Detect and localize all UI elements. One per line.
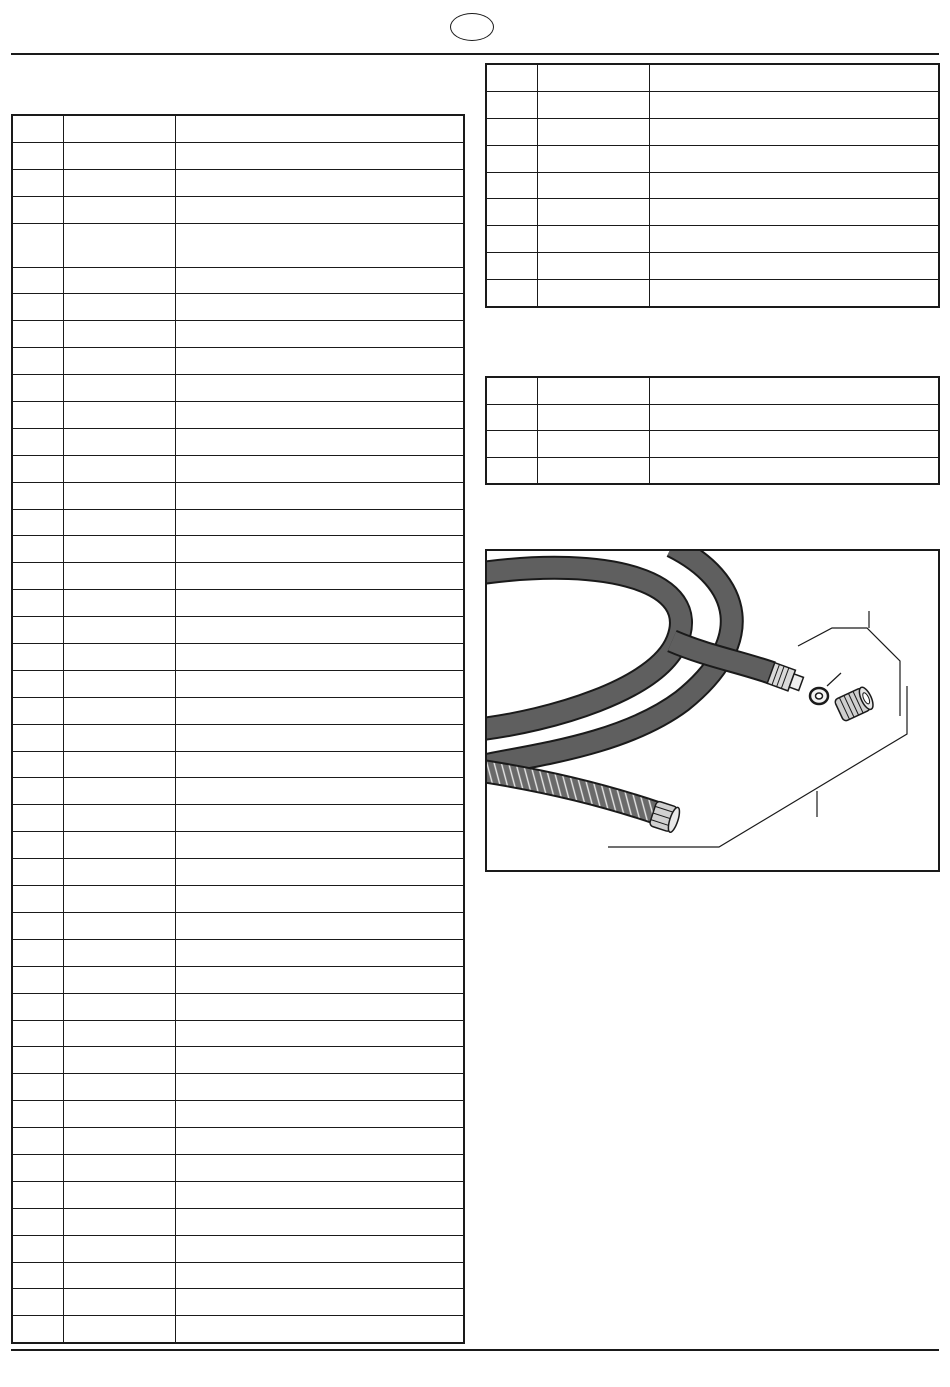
table-row [486,457,939,484]
table-cell-description [176,1181,465,1208]
table-row [486,226,939,253]
table-cell-number [12,563,64,590]
table-cell-description [176,1316,465,1343]
table-cell-part [64,196,176,223]
table-cell-description [176,724,465,751]
table-cell-part [538,377,650,404]
table-row [12,1020,464,1047]
table-cell-part [64,590,176,617]
table-cell-part [64,617,176,644]
table-cell-part [538,64,650,91]
table-cell-part [538,226,650,253]
table-cell-description [176,294,465,321]
table-row [12,805,464,832]
table-cell-part [64,223,176,267]
table-cell-part [64,993,176,1020]
table-cell-number [12,832,64,859]
table-cell-number [486,280,538,307]
table-row [12,670,464,697]
table-cell-description [176,939,465,966]
table-cell-description [176,375,465,402]
table-row [12,939,464,966]
table-row [486,145,939,172]
table-cell-number [486,377,538,404]
table-cell-description [176,697,465,724]
parts-table-upper-right [485,63,940,308]
table-cell-description [176,1020,465,1047]
table-cell-part [64,402,176,429]
table-cell-description [176,509,465,536]
table-cell-description [176,1101,465,1128]
table-row [12,590,464,617]
table-row [486,64,939,91]
table-cell-part [64,1208,176,1235]
table-cell-number [12,402,64,429]
table-cell-part [64,563,176,590]
table-cell-description [176,805,465,832]
table-row [12,1074,464,1101]
table-cell-number [486,172,538,199]
table-cell-description [176,1262,465,1289]
table-cell-number [12,482,64,509]
table-cell-part [64,805,176,832]
table-row [12,993,464,1020]
table-cell-number [12,912,64,939]
table-cell-number [12,321,64,348]
table-cell-description [176,590,465,617]
table-cell-description [176,428,465,455]
table-cell-part [64,1074,176,1101]
table-cell-description [650,404,940,431]
table-cell-description [650,64,940,91]
table-cell-number [12,169,64,196]
table-cell-number [486,226,538,253]
table-cell-number [12,1262,64,1289]
table-row [12,1128,464,1155]
table-row [12,1181,464,1208]
table-cell-number [12,886,64,913]
table-cell-part [64,724,176,751]
table-cell-part [64,375,176,402]
table-cell-part [64,536,176,563]
table-row [12,1047,464,1074]
table-cell-description [176,993,465,1020]
table-cell-description [176,912,465,939]
table-row [12,1262,464,1289]
table-row [486,172,939,199]
table-cell-number [12,223,64,267]
table-row [12,509,464,536]
table-cell-number [12,267,64,294]
table-cell-number [12,196,64,223]
table-row [12,778,464,805]
table-cell-description [650,377,940,404]
table-cell-description [176,1128,465,1155]
table-cell-number [12,142,64,169]
hose-assembly-drawing-icon [487,551,938,870]
table-row [12,402,464,429]
table-cell-part [64,1181,176,1208]
table-cell-number [12,966,64,993]
table-cell-number [12,428,64,455]
table-cell-number [486,91,538,118]
table-row [12,142,464,169]
table-cell-part [64,1262,176,1289]
table-cell-description [176,1208,465,1235]
table-row [486,404,939,431]
table-cell-part [538,431,650,458]
table-cell-part [64,697,176,724]
table-row [12,482,464,509]
table-cell-number [12,697,64,724]
table-row [12,697,464,724]
language-badge-icon [450,13,494,41]
table-cell-number [12,670,64,697]
table-cell-number [12,536,64,563]
table-cell-description [650,431,940,458]
table-cell-description [650,118,940,145]
header-rule [11,53,939,55]
table-row [12,115,464,142]
table-cell-part [64,1020,176,1047]
table-cell-description [176,402,465,429]
table-cell-description [176,966,465,993]
table-cell-number [486,145,538,172]
table-row [12,832,464,859]
table-cell-description [650,280,940,307]
table-cell-number [12,455,64,482]
table-row [12,223,464,267]
table-row [12,966,464,993]
table-cell-part [64,1235,176,1262]
table-row [12,1154,464,1181]
table-cell-part [538,253,650,280]
table-cell-part [64,509,176,536]
table-cell-part [64,294,176,321]
table-cell-description [176,142,465,169]
table-cell-part [64,115,176,142]
table-cell-number [486,404,538,431]
table-cell-description [176,751,465,778]
table-row [12,751,464,778]
table-cell-number [486,253,538,280]
table-cell-description [176,1289,465,1316]
table-cell-part [64,670,176,697]
hose-figure [485,549,940,872]
table-cell-part [64,455,176,482]
table-cell-description [176,832,465,859]
table-row [12,348,464,375]
table-cell-part [64,966,176,993]
table-cell-description [176,348,465,375]
table-cell-part [64,912,176,939]
table-cell-description [650,145,940,172]
table-cell-number [12,859,64,886]
table-cell-number [12,1181,64,1208]
table-cell-number [486,199,538,226]
table-cell-description [176,536,465,563]
table-row [12,321,464,348]
table-row [12,859,464,886]
table-row [486,199,939,226]
table-cell-number [12,1047,64,1074]
table-cell-number [12,724,64,751]
table-cell-part [64,778,176,805]
table-cell-number [12,939,64,966]
table-cell-number [12,115,64,142]
table-row [486,91,939,118]
table-cell-description [650,253,940,280]
table-row [12,1235,464,1262]
table-cell-part [64,267,176,294]
table-cell-description [650,91,940,118]
table-cell-number [12,751,64,778]
table-cell-number [12,1154,64,1181]
table-cell-part [64,1316,176,1343]
table-row [12,1316,464,1343]
table-row [12,294,464,321]
table-cell-number [12,1074,64,1101]
table-cell-number [12,1289,64,1316]
table-cell-description [176,778,465,805]
table-cell-description [176,267,465,294]
table-row [12,724,464,751]
table-cell-description [650,199,940,226]
table-cell-description [176,482,465,509]
table-cell-number [12,1020,64,1047]
table-row [486,253,939,280]
table-cell-number [12,1235,64,1262]
table-row [12,375,464,402]
table-cell-description [176,455,465,482]
table-row [12,1208,464,1235]
table-cell-number [12,805,64,832]
table-cell-part [538,199,650,226]
table-cell-description [176,115,465,142]
table-cell-part [64,1101,176,1128]
table-cell-part [538,404,650,431]
table-cell-part [64,482,176,509]
table-cell-description [176,563,465,590]
table-cell-part [64,1047,176,1074]
table-cell-description [176,223,465,267]
table-cell-number [12,590,64,617]
table-cell-description [176,196,465,223]
table-cell-description [176,617,465,644]
table-cell-part [64,348,176,375]
table-row [12,644,464,671]
table-cell-part [64,832,176,859]
table-row [12,536,464,563]
table-cell-number [12,617,64,644]
table-cell-number [486,64,538,91]
table-cell-description [176,886,465,913]
table-cell-part [538,280,650,307]
table-cell-description [176,321,465,348]
table-row [12,1101,464,1128]
table-cell-number [12,509,64,536]
table-cell-number [12,1128,64,1155]
table-cell-part [64,1289,176,1316]
table-cell-number [486,118,538,145]
table-row [12,912,464,939]
table-cell-description [650,226,940,253]
table-cell-part [64,644,176,671]
table-row [12,886,464,913]
table-cell-number [486,431,538,458]
table-cell-description [176,1047,465,1074]
table-cell-number [12,294,64,321]
footer-rule [11,1349,939,1351]
table-row [12,267,464,294]
parts-table-lower-right [485,376,940,485]
table-row [12,455,464,482]
table-cell-part [64,751,176,778]
table-cell-number [12,644,64,671]
table-cell-number [12,1208,64,1235]
table-row [12,196,464,223]
table-cell-description [176,169,465,196]
table-cell-number [12,375,64,402]
table-cell-part [64,142,176,169]
table-cell-part [538,118,650,145]
table-cell-description [176,1235,465,1262]
table-cell-number [486,457,538,484]
table-row [12,617,464,644]
table-cell-part [538,172,650,199]
table-row [486,280,939,307]
table-cell-number [12,993,64,1020]
table-cell-part [64,428,176,455]
table-cell-part [538,145,650,172]
table-cell-description [176,1154,465,1181]
table-row [12,1289,464,1316]
table-cell-part [64,1154,176,1181]
table-row [12,428,464,455]
table-cell-number [12,1316,64,1343]
table-cell-description [176,1074,465,1101]
table-cell-description [176,859,465,886]
table-cell-description [650,172,940,199]
table-cell-part [64,886,176,913]
table-row [486,377,939,404]
table-cell-description [176,644,465,671]
table-cell-part [64,939,176,966]
table-cell-part [64,169,176,196]
table-cell-part [538,457,650,484]
table-row [486,431,939,458]
parts-table-main [11,114,465,1344]
table-cell-number [12,1101,64,1128]
table-cell-number [12,778,64,805]
table-row [486,118,939,145]
table-cell-part [64,321,176,348]
table-cell-description [650,457,940,484]
table-row [12,169,464,196]
table-cell-number [12,348,64,375]
table-cell-part [64,1128,176,1155]
table-cell-description [176,670,465,697]
table-row [12,563,464,590]
table-cell-part [64,859,176,886]
table-cell-part [538,91,650,118]
